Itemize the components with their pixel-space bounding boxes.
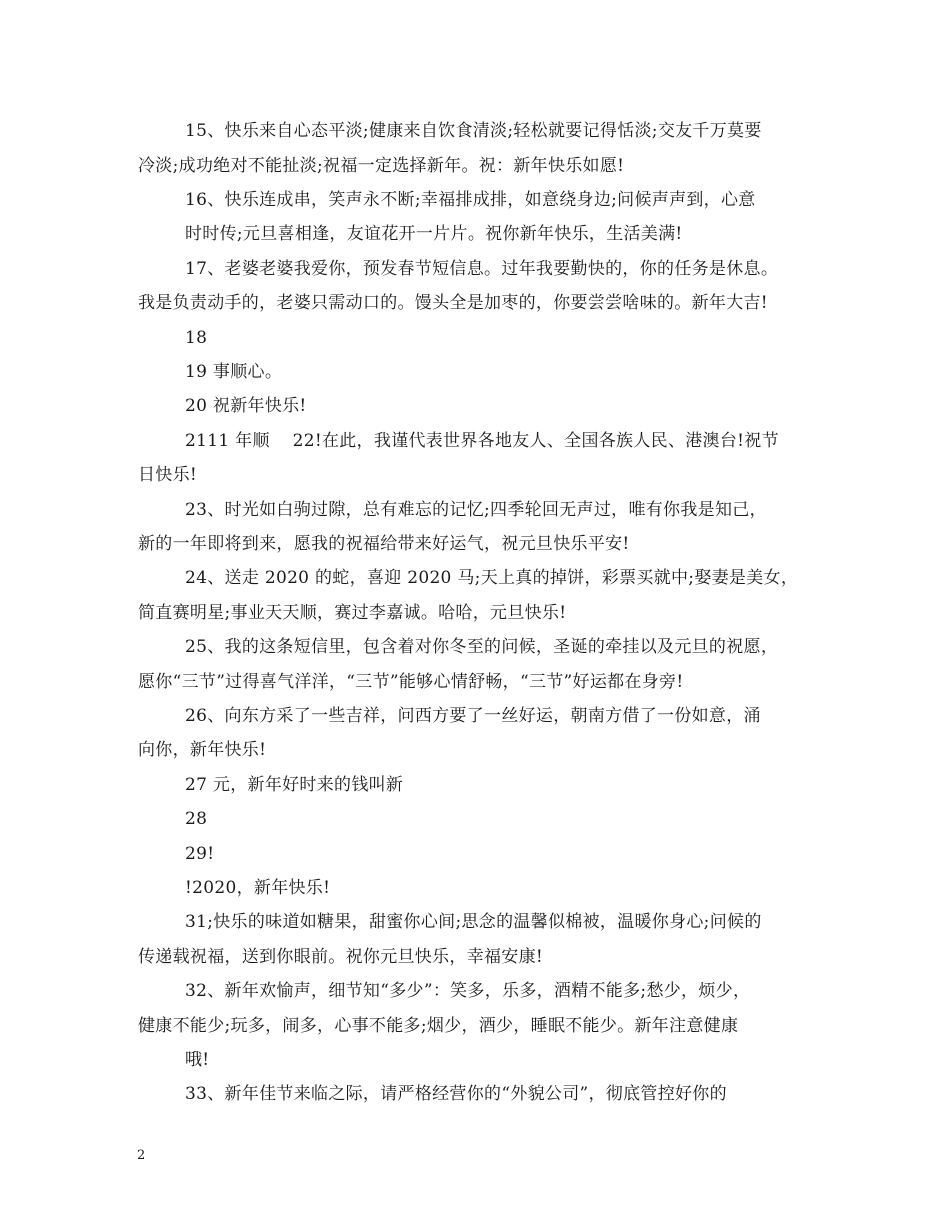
text-line: 15、快乐来自心态平淡;健康来自饮食清淡;轻松就要记得恬淡;交友千万莫要 bbox=[185, 121, 762, 141]
text-line: 健康不能少;玩多，闹多，心事不能多;烟少，酒少，睡眠不能少。新年注意健康 bbox=[138, 1016, 739, 1036]
text-line: 19 事顺心。 bbox=[185, 362, 283, 382]
text-line: 25、我的这条短信里，包含着对你冬至的问候，圣诞的牵挂以及元旦的祝愿， bbox=[185, 637, 779, 657]
text-line: 26、向东方采了一些吉祥，问西方要了一丝好运，朝南方借了一份如意，涌 bbox=[185, 706, 761, 726]
text-line: 愿你“三节”过得喜气洋洋，“三节”能够心情舒畅，“三节”好运都在身旁! bbox=[138, 672, 684, 692]
text-line: 18 bbox=[185, 328, 208, 348]
text-line: !2020，新年快乐! bbox=[185, 878, 331, 898]
text-line: 传递载祝福，送到你眼前。祝你元旦快乐，幸福安康! bbox=[138, 947, 544, 967]
text-line: 31;快乐的味道如糖果，甜蜜你心间;思念的温馨似棉被，温暖你身心;问候的 bbox=[185, 912, 762, 932]
text-line: 24、送走 2020 的蛇，喜迎 2020 马;天上真的掉饼，彩票买就中;娶妻是美女， bbox=[185, 568, 799, 588]
text-line: 28 bbox=[185, 809, 208, 829]
text-line: 简直赛明星;事业天天顺，赛过李嘉诚。哈哈，元旦快乐! bbox=[138, 603, 567, 623]
text-line: 我是负责动手的，老婆只需动口的。馒头全是加枣的，你要尝尝啥味的。新年大吉! bbox=[138, 293, 768, 313]
text-line: 新的一年即将到来，愿我的祝福给带来好运气，祝元旦快乐平安! bbox=[138, 534, 630, 554]
text-line: 冷淡;成功绝对不能扯淡;祝福一定选择新年。祝：新年快乐如愿! bbox=[138, 156, 625, 176]
text-line: 向你，新年快乐! bbox=[138, 740, 267, 760]
text-line: 哦! bbox=[185, 1050, 210, 1070]
text-line: 20 祝新年快乐! bbox=[185, 396, 307, 416]
text-line: 29! bbox=[185, 844, 215, 864]
text-line: 日快乐! bbox=[138, 465, 198, 485]
text-line: 2111 年顺 22!在此，我谨代表世界各地友人、全国各族人民、港澳台!祝节 bbox=[185, 431, 779, 451]
text-line: 23、时光如白驹过隙，总有难忘的记忆;四季轮回无声过，唯有你我是知己， bbox=[185, 500, 767, 520]
text-line: 27 元，新年好时来的钱叫新 bbox=[185, 775, 404, 795]
text-line: 16、快乐连成串，笑声永不断;幸福排成排，如意绕身边;问候声声到，心意 bbox=[185, 190, 756, 210]
text-line: 17、老婆老婆我爱你，预发春节短信息。过年我要勤快的，你的任务是休息。 bbox=[185, 259, 779, 279]
text-line: 32、新年欢愉声，细节知“多少”：笑多，乐多，酒精不能多;愁少，烦少， bbox=[185, 981, 751, 1001]
text-line: 33、新年佳节来临之际，请严格经营你的“外貌公司”，彻底管控好你的 bbox=[185, 1084, 727, 1104]
page-number: 2 bbox=[137, 1148, 146, 1163]
text-line: 时时传;元旦喜相逢，友谊花开一片片。祝你新年快乐，生活美满! bbox=[185, 224, 683, 244]
